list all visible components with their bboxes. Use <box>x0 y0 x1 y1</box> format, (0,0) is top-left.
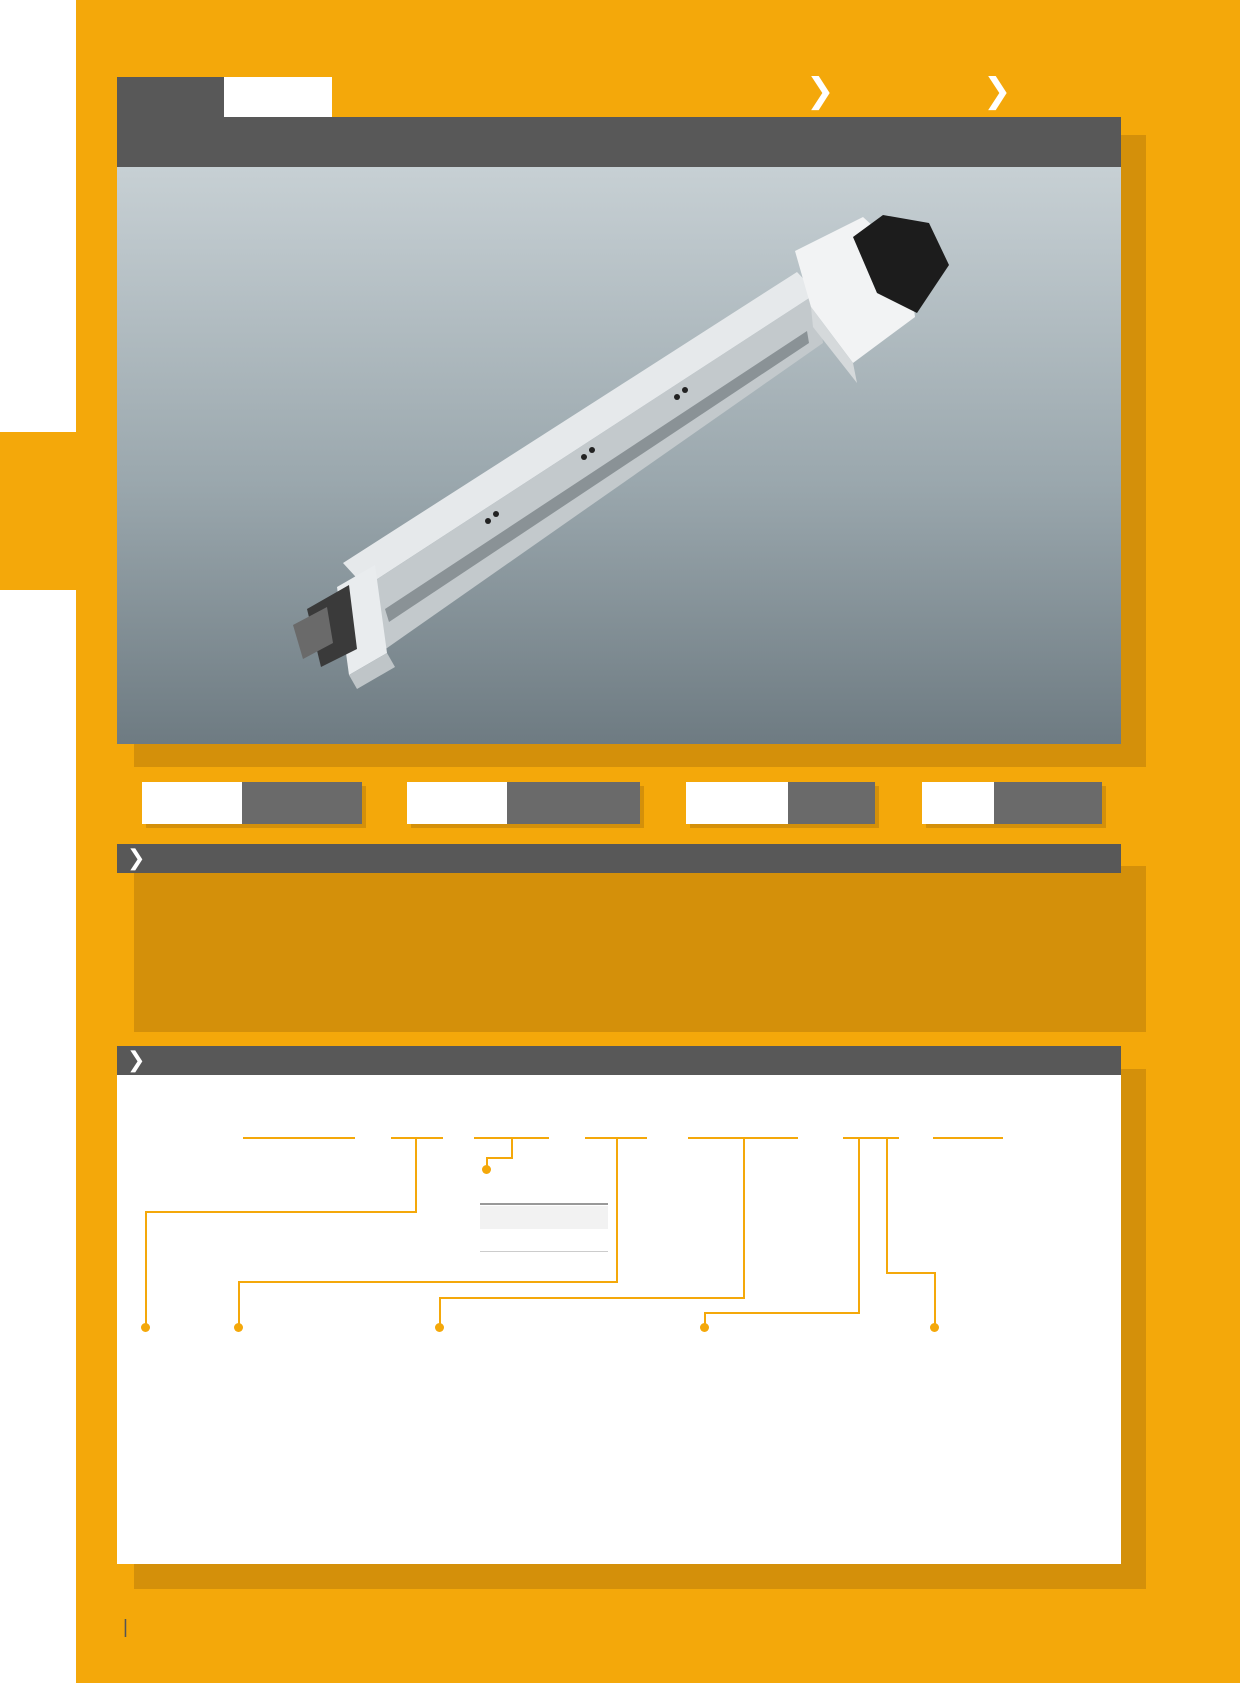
actuator-illustration <box>117 167 1121 744</box>
series-header <box>117 117 1121 167</box>
footer: | <box>123 1617 128 1638</box>
tab-dty5[interactable] <box>117 77 224 117</box>
sidebar <box>0 0 76 1683</box>
connector <box>616 1139 618 1283</box>
connector <box>238 1281 240 1327</box>
connector <box>415 1139 417 1212</box>
spec-max-stroke <box>142 782 362 824</box>
connector-dot <box>482 1165 491 1174</box>
underline <box>843 1137 899 1139</box>
connector <box>486 1157 513 1159</box>
underline <box>933 1137 1003 1139</box>
chevron-right-icon: ❯ <box>127 845 146 870</box>
connector <box>439 1297 745 1299</box>
chevron-right-icon: ❯ <box>127 1047 146 1072</box>
hero-image <box>117 167 1121 744</box>
spec-max-speed <box>407 782 640 824</box>
connector <box>145 1211 147 1327</box>
motor-shadow <box>134 866 1146 1032</box>
motor-direction-header <box>117 844 1121 873</box>
ordering-panel <box>117 1074 1121 1564</box>
connector <box>886 1139 888 1274</box>
connector <box>238 1281 618 1283</box>
connector <box>934 1272 936 1327</box>
underline <box>391 1137 443 1139</box>
connector <box>743 1139 745 1299</box>
stroke-range <box>480 1206 608 1229</box>
chevron-right-icon: ❯ <box>806 72 835 110</box>
connector <box>145 1211 417 1213</box>
connector <box>886 1272 936 1274</box>
connector-dot <box>234 1323 243 1332</box>
connector-dot <box>435 1323 444 1332</box>
spec-ball-screw <box>922 782 1102 824</box>
chevron-right-icon: ❯ <box>983 72 1012 110</box>
connector <box>858 1139 860 1314</box>
spec-motor-capacity <box>686 782 875 824</box>
connector-dot <box>700 1323 709 1332</box>
ordering-header <box>117 1046 1121 1075</box>
underline <box>243 1137 355 1139</box>
connector <box>704 1312 860 1314</box>
connector-dot <box>141 1323 150 1332</box>
divider <box>480 1203 608 1205</box>
connector <box>511 1139 513 1158</box>
stroke-pitch <box>480 1229 608 1252</box>
tab-dty8[interactable] <box>224 77 332 117</box>
connector-dot <box>930 1323 939 1332</box>
sidebar-item-active[interactable] <box>0 432 76 590</box>
